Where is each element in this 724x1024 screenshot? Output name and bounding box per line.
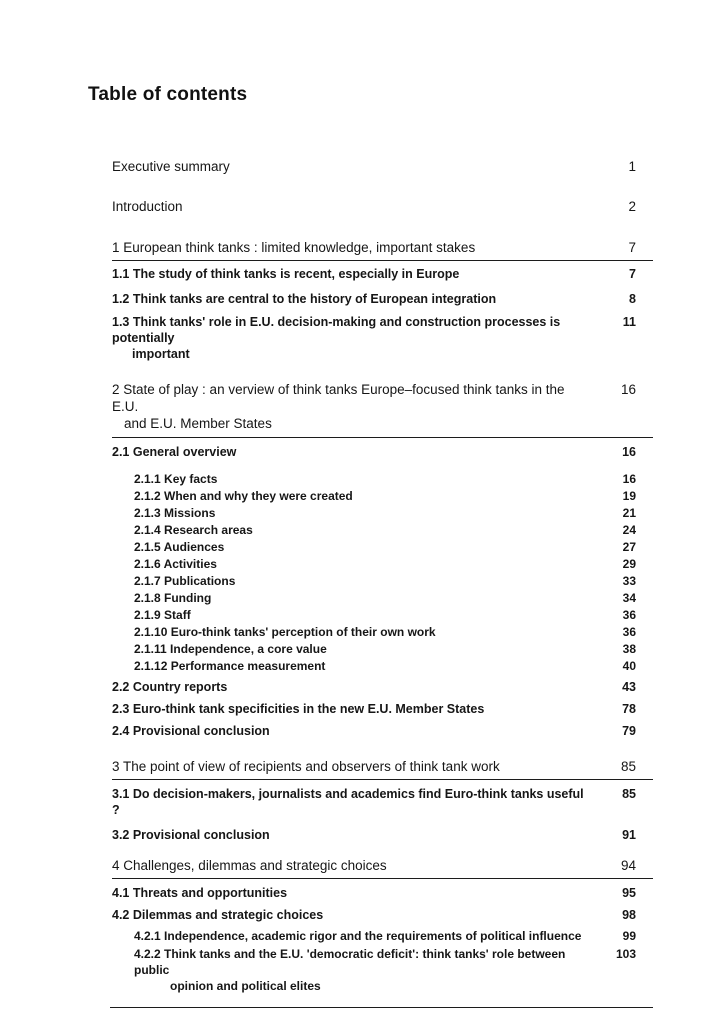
toc-entry-page: 11	[622, 314, 636, 329]
toc-entry-2-1-4	[112, 522, 653, 538]
toc-entry-page: 95	[622, 886, 636, 901]
toc-entry-page: 36	[622, 624, 636, 639]
toc-entry-label	[112, 381, 602, 433]
toc-entry-line-2: opinion and political elites	[170, 979, 321, 994]
toc-entry-1-1	[112, 266, 653, 282]
divider	[112, 779, 653, 780]
toc-entry-2-1-2	[112, 488, 653, 504]
toc-entry-page: 103	[615, 947, 636, 962]
toc-entry-chapter-3	[112, 758, 653, 775]
toc-entry-4-1	[112, 885, 653, 901]
toc-entry-page: 16	[620, 381, 636, 397]
toc-entry-label: 2.1.1 Key facts	[134, 471, 218, 486]
toc-entry-1-2	[112, 291, 653, 307]
toc-entry-label: 3.2 Provisional conclusion	[112, 827, 270, 842]
toc-entry-page: 79	[622, 723, 636, 738]
toc-entry-label: 2.1.5 Audiences	[134, 539, 225, 554]
toc-entry-2-1-3	[112, 505, 653, 521]
toc-entry-page: 36	[622, 607, 636, 622]
toc-entry-3-2	[112, 827, 653, 843]
toc-entry-label: 2.2 Country reports	[112, 679, 228, 694]
toc-entry-label	[134, 946, 602, 994]
toc-entry-2-4	[112, 723, 653, 739]
toc-entry-page: 98	[622, 908, 636, 923]
toc-entry-page: 8	[629, 291, 636, 306]
toc-entry-label: 1.2 Think tanks are central to the history of European integration	[112, 291, 497, 306]
toc-entry-label: 2.1 General overview	[112, 444, 237, 459]
toc-entry-line-1: 4.2.2 Think tanks and the E.U. 'democratic deficit': think tanks' role between public	[134, 947, 566, 978]
toc-entry-page: 34	[622, 590, 636, 605]
toc-entry-page: 85	[620, 758, 636, 774]
toc-entry-page: 16	[622, 471, 636, 486]
toc-entry-page: 99	[622, 929, 636, 944]
divider	[112, 878, 653, 879]
toc-entry-chapter-2	[112, 381, 653, 433]
toc-entry-label: 1.1 The study of think tanks is recent, especially in Europe	[112, 266, 460, 281]
toc-entry-label: Executive summary	[112, 159, 230, 174]
page-bottom-rule	[110, 1007, 653, 1008]
toc-entry-label: 2.1.9 Staff	[134, 607, 191, 622]
toc-entry-label: 2.1.8 Funding	[134, 590, 212, 605]
toc-entry-page: 78	[622, 701, 636, 716]
toc-entry-line-1: 1.3 Think tanks' role in E.U. decision-making and construction processes is potentially	[112, 314, 561, 345]
toc-entry-page: 40	[622, 658, 636, 673]
toc-entry-2-1-10	[112, 624, 653, 640]
toc-entry-line-2: important	[132, 346, 190, 361]
toc-entry-page: 21	[622, 505, 636, 520]
toc-entry-2-1-1	[112, 471, 653, 487]
toc-entry-1-3	[112, 314, 653, 362]
toc-entry-executive-summary	[112, 158, 653, 175]
toc-entry-4-2-1	[112, 928, 653, 944]
toc-entry-introduction	[112, 198, 653, 215]
toc-entry-label: 2.4 Provisional conclusion	[112, 723, 270, 738]
toc-entry-label: 2.1.4 Research areas	[134, 522, 253, 537]
toc-entry-2-1-6	[112, 556, 653, 572]
divider	[112, 437, 653, 438]
toc-entry-page: 85	[622, 786, 636, 801]
toc-entry-2-1	[112, 444, 653, 460]
toc-entry-2-3	[112, 701, 653, 717]
toc-entry-2-1-5	[112, 539, 653, 555]
toc-entry-page: 33	[622, 573, 636, 588]
toc-entry-2-1-11	[112, 641, 653, 657]
toc-entry-page: 38	[622, 641, 636, 656]
table-of-contents	[112, 158, 653, 994]
toc-entry-label: 4.2.1 Independence, academic rigor and the requirements of political influence	[134, 929, 582, 944]
toc-entry-2-2	[112, 679, 653, 695]
toc-entry-page: 29	[622, 556, 636, 571]
toc-entry-chapter-1	[112, 239, 653, 256]
toc-entry-4-2-2	[112, 946, 653, 994]
toc-entry-page: 43	[622, 679, 636, 694]
toc-entry-line-2: and E.U. Member States	[124, 416, 272, 432]
toc-entry-label: 2.1.12 Performance measurement	[134, 658, 326, 673]
toc-entry-label: 2.1.3 Missions	[134, 505, 216, 520]
toc-entry-page: 19	[622, 488, 636, 503]
toc-entry-page: 1	[628, 159, 636, 174]
page-title: Table of contents	[88, 84, 248, 105]
toc-entry-label: 2.1.10 Euro-think tanks' perception of their own work	[134, 624, 436, 639]
toc-entry-page: 27	[622, 539, 636, 554]
toc-entry-page: 91	[622, 827, 636, 842]
toc-entry-label: 2.1.2 When and why they were created	[134, 488, 353, 503]
toc-entry-page: 7	[628, 239, 636, 255]
toc-entry-page: 7	[629, 266, 636, 281]
toc-entry-2-1-8	[112, 590, 653, 606]
toc-entry-label: 4 Challenges, dilemmas and strategic choices	[112, 857, 387, 873]
toc-entry-label: 3 The point of view of recipients and observers of think tank work	[112, 758, 500, 774]
toc-entry-label: 2.1.11 Independence, a core value	[134, 641, 327, 656]
toc-entry-label: 4.2 Dilemmas and strategic choices	[112, 908, 324, 923]
divider	[112, 260, 653, 261]
toc-entry-label: 1 European think tanks : limited knowledge, important stakes	[112, 239, 476, 255]
toc-entry-2-1-9	[112, 607, 653, 623]
toc-entry-line-1: 2 State of play : an verview of think tanks Europe–focused think tanks in the E.U.	[112, 381, 565, 415]
toc-entry-2-1-12	[112, 658, 653, 674]
toc-entry-chapter-4	[112, 857, 653, 874]
toc-entry-label: 2.3 Euro-think tank specificities in the new E.U. Member States	[112, 701, 485, 716]
toc-entry-3-1	[112, 786, 653, 818]
toc-entry-page: 24	[622, 522, 636, 537]
toc-entry-page: 16	[622, 444, 636, 459]
toc-entry-label: 2.1.7 Publications	[134, 573, 236, 588]
toc-entry-label: 2.1.6 Activities	[134, 556, 217, 571]
toc-entry-4-2	[112, 907, 653, 923]
toc-entry-page: 94	[620, 857, 636, 873]
toc-entry-label: 4.1 Threats and opportunities	[112, 886, 288, 901]
toc-entry-label: 3.1 Do decision-makers, journalists and academics find Euro-think tanks useful ?	[112, 786, 584, 817]
toc-entry-label	[112, 314, 602, 362]
toc-entry-label: Introduction	[112, 199, 183, 215]
toc-entry-page: 2	[628, 199, 636, 215]
toc-entry-2-1-7	[112, 573, 653, 589]
